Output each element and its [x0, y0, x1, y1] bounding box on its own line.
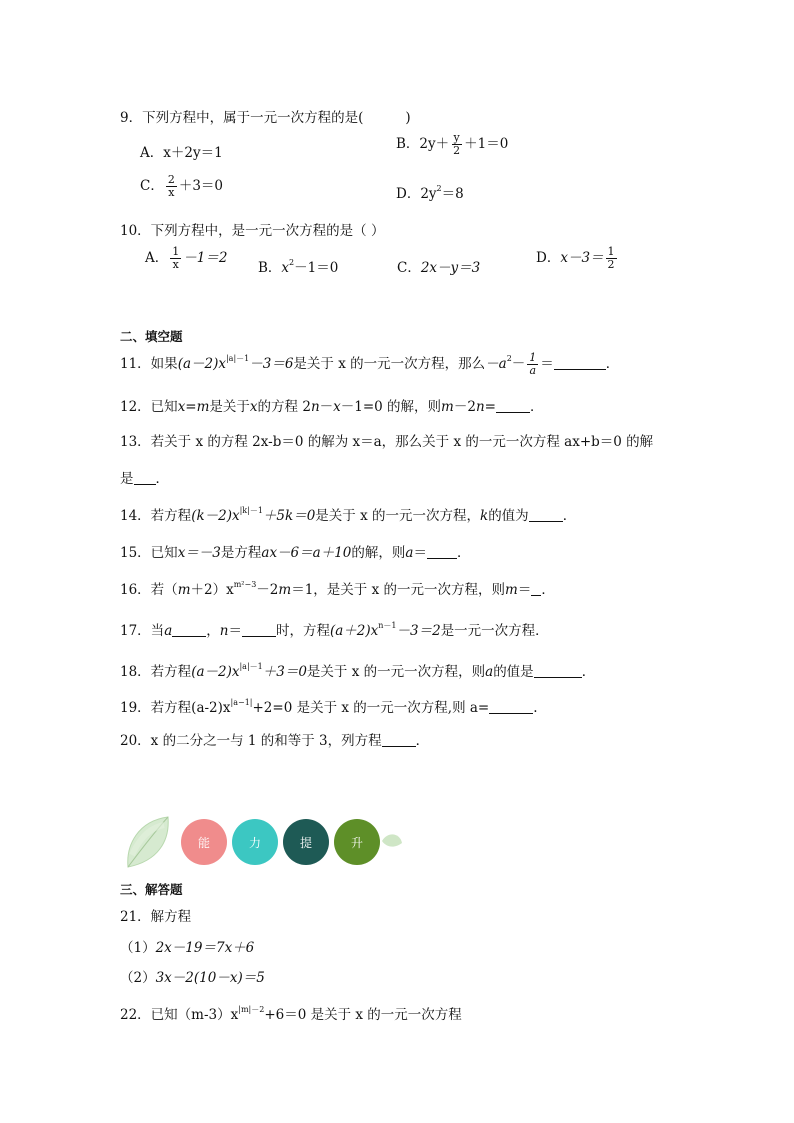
question-14: 14．若方程$(k-2)x^{|k|-1}+5k=0$是关于 x 的一元一次方程，k的值为 ．	[120, 506, 577, 524]
answer-blank	[496, 400, 530, 413]
answer-blank	[242, 624, 276, 637]
answer-blank	[534, 665, 582, 678]
question-20: 20．x 的二分之一与 1 的和等于 3，列方程 ．	[120, 733, 430, 749]
q9-option-a: A．x＋2y＝1	[140, 145, 223, 161]
q10-option-d: D．x－3＝ $\frac{1}{2}$	[536, 245, 615, 271]
ability-banner	[124, 815, 414, 869]
question-21: 21．解方程	[120, 909, 192, 925]
section-3-heading: 三、解答题	[120, 882, 183, 897]
answer-blank	[382, 734, 416, 747]
q21-part-2: （2）3x－2(10－x)＝5	[120, 970, 265, 986]
question-17: 17．当a ，n＝ 时，方程$(a+2)x^{n-1}-3=2$是一元一次方程．	[120, 621, 549, 639]
question-11: 11．如果$(a-2)x^{|a|-1}-3=6$是关于 x 的一元一次方程，那么$-a^2-$ $\frac{1}{a}$ ＝ ．	[120, 351, 620, 377]
question-9: 9．下列方程中，属于一元一次方程的是( )	[120, 110, 411, 126]
answer-blank	[529, 509, 563, 522]
question-18: 18．若方程$(a-2)x^{|a|-1}+3=0$是关于 x 的一元一次方程，则a的值是 ．	[120, 662, 596, 680]
small-leaf-icon	[380, 831, 404, 851]
q9-option-b: B．2y＋ $\frac{y}{2}$ ＋1＝0	[396, 131, 509, 157]
q9-option-c: C． $\frac{2}{x}$ ＋3＝0	[140, 173, 224, 199]
q21-part-1: （1）2x－19＝7x＋6	[120, 940, 255, 956]
question-12: 12．已知x=m是关于x的方程 2n－x－1=0 的解，则m－2n= ．	[120, 399, 544, 415]
q10-option-a: A． $\frac{1}{x}$ －1＝2	[145, 245, 228, 271]
banner-char-3: 提	[283, 819, 329, 865]
question-16: 16．若$(m+2)x^{m^2-3}-2m=1$，是关于 x 的一元一次方程，则m＝ ．	[120, 580, 555, 598]
question-19: 19．若方程$(a-2)x^{|a-1|}+2=0$ 是关于 x 的一元一次方程,则 a= .	[120, 698, 538, 716]
q10-option-b: B．$x^2-1=0$	[258, 258, 339, 276]
question-10: 10．下列方程中，是一元一次方程的是（ ）	[120, 223, 385, 239]
answer-blank	[531, 583, 541, 596]
question-15: 15．已知x＝－3是方程ax－6＝a＋10的解，则a＝ ．	[120, 545, 471, 561]
question-13: 13．若关于 x 的方程 2x-b＝0 的解为 x＝a，那么关于 x 的一元一次方程 ax+b＝0 的解	[120, 434, 654, 450]
leaf-icon	[124, 815, 180, 869]
question-22: 22．已知$(m-3)x^{|m|-2}+6=0$ 是关于 x 的一元一次方程	[120, 1005, 462, 1023]
question-13-cont: 是 ．	[120, 471, 169, 487]
banner-char-4: 升	[334, 819, 380, 865]
q10-option-c: C．2x－y＝3	[397, 260, 481, 276]
banner-char-2: 力	[232, 819, 278, 865]
answer-blank	[427, 546, 457, 559]
q9-option-d: D．$2y^2=8$	[396, 184, 464, 202]
section-2-heading: 二、填空题	[120, 329, 183, 344]
answer-blank	[489, 701, 533, 714]
banner-char-1: 能	[181, 819, 227, 865]
answer-blank	[172, 624, 206, 637]
answer-blank	[134, 472, 156, 485]
answer-blank	[554, 357, 606, 370]
